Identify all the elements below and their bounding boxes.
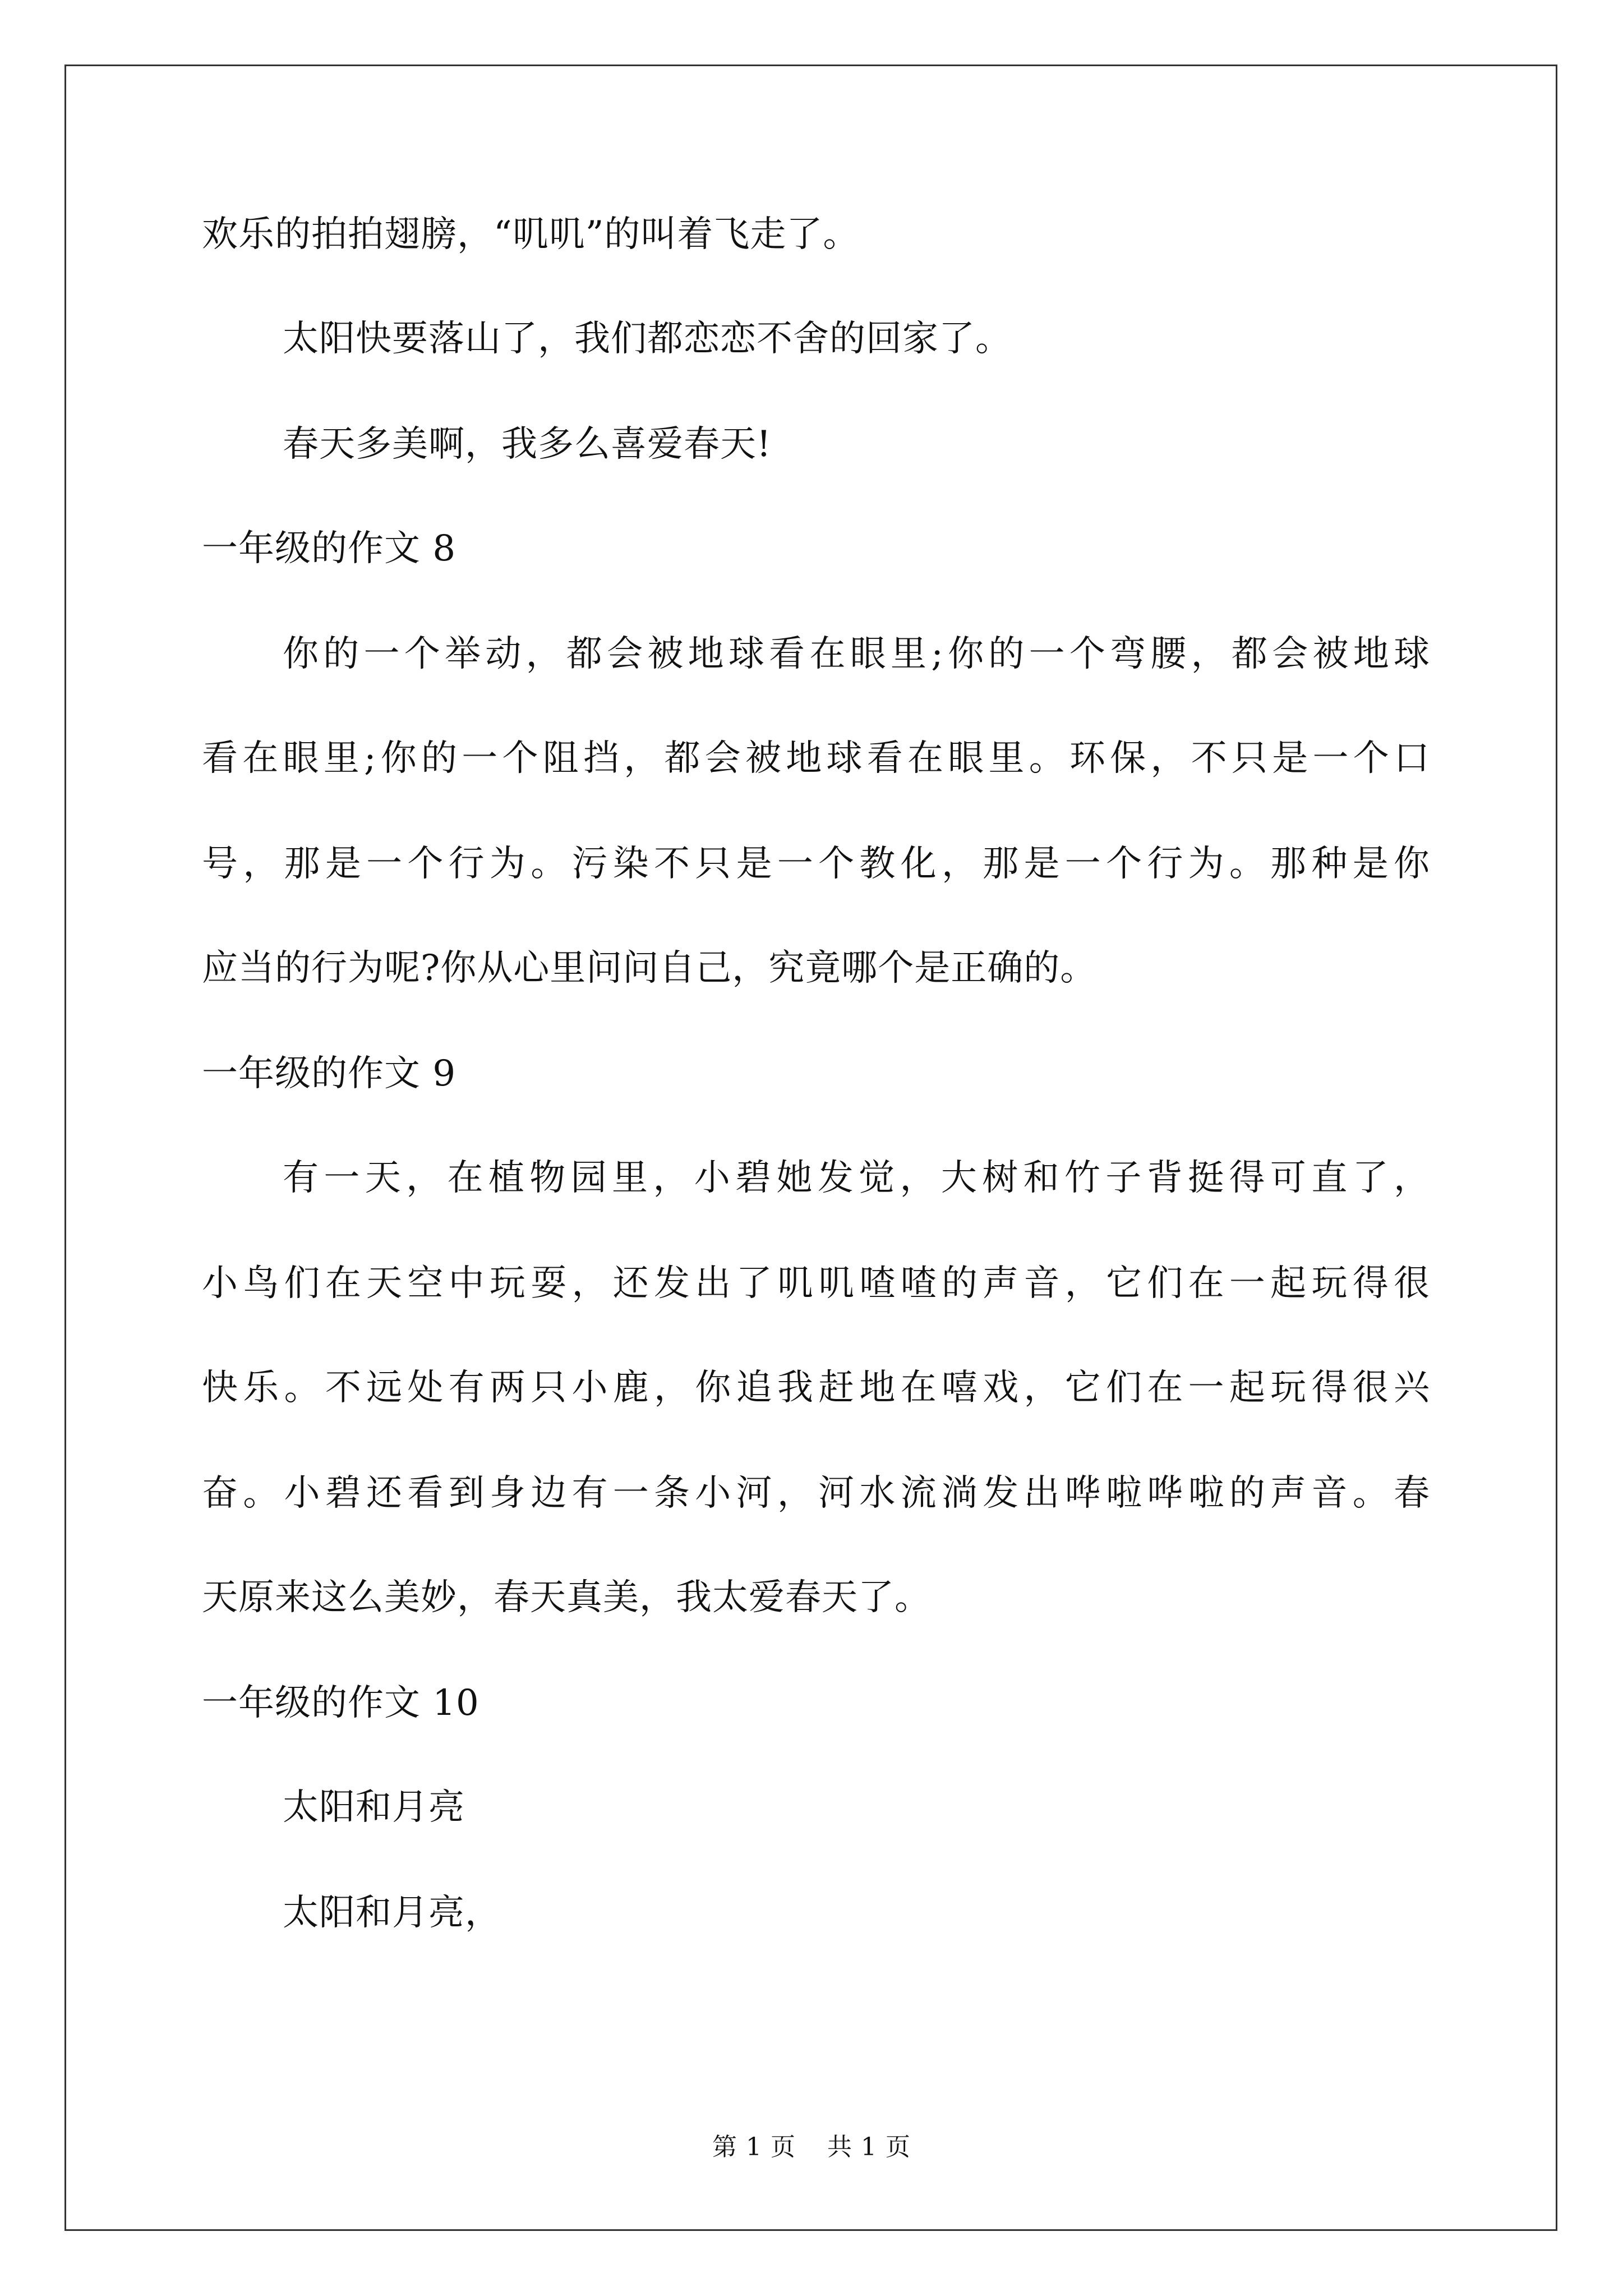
section-heading: 一年级的作文 8 — [202, 528, 457, 569]
text-line: 号，那是一个行为。污染不只是一个教化，那是一个行为。那种是你 — [202, 843, 1430, 885]
text-line: 太阳和月亮， — [283, 1892, 501, 1934]
text-line: 有一天，在植物园里，小碧她发觉，大树和竹子背挺得可直了， — [283, 1157, 1430, 1199]
page-footer — [0, 2131, 1623, 2164]
section-heading: 一年级的作文 9 — [202, 1053, 457, 1094]
text-line: 看在眼里;你的一个阻挡，都会被地球看在眼里。环保，不只是一个口 — [202, 738, 1430, 779]
text-line: 奋。小碧还看到身边有一条小河，河水流淌发出哗啦哗啦的声音。春 — [202, 1473, 1430, 1514]
text-line: 欢乐的拍拍翅膀，“叽叽”的叫着飞走了。 — [202, 214, 860, 255]
text-line: 春天多美啊，我多么喜爱春天! — [283, 424, 772, 465]
text-line: 太阳快要落山了，我们都恋恋不舍的回家了。 — [283, 318, 1012, 360]
text-line: 天原来这么美妙，春天真美，我太爱春天了。 — [202, 1577, 931, 1618]
page-number-current: 第 1 页 — [712, 2133, 796, 2161]
text-line: 应当的行为呢?你从心里问问自己，究竟哪个是正确的。 — [202, 947, 1097, 989]
text-line: 太阳和月亮 — [283, 1787, 465, 1828]
text-line: 快乐。不远处有两只小鹿，你追我赶地在嘻戏，它们在一起玩得很兴 — [202, 1367, 1430, 1409]
section-heading: 一年级的作文 10 — [202, 1682, 479, 1724]
text-line: 你的一个举动，都会被地球看在眼里;你的一个弯腰，都会被地球 — [283, 633, 1430, 675]
text-line: 小鸟们在天空中玩耍，还发出了叽叽喳喳的声音，它们在一起玩得很 — [202, 1263, 1430, 1304]
page-number-total: 共 1 页 — [827, 2133, 911, 2161]
